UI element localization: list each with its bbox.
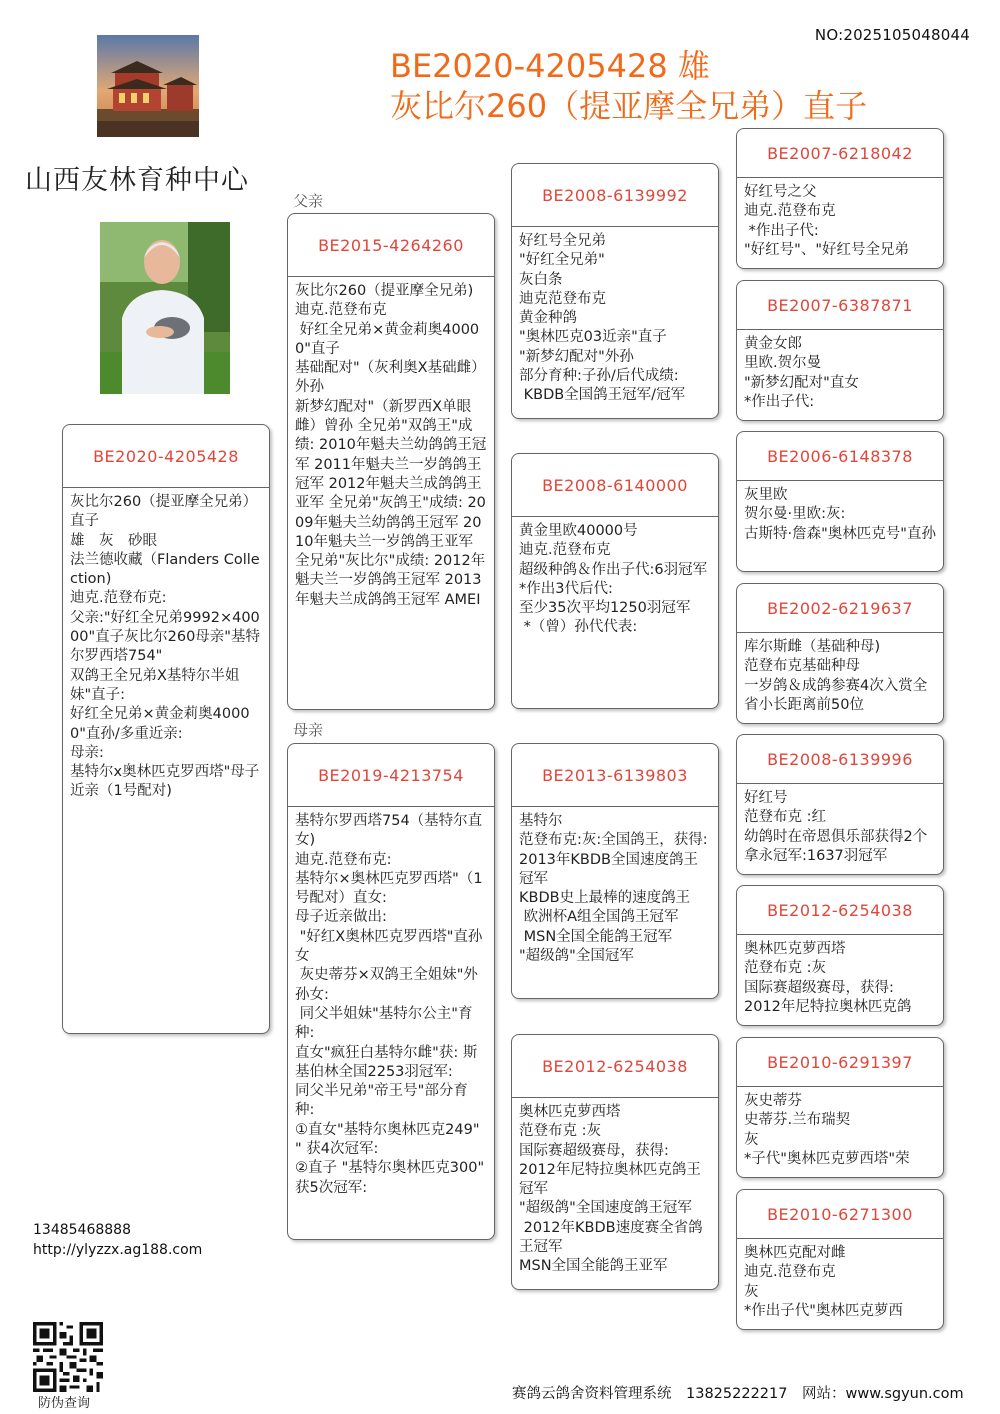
great-grandparent-ring-number: BE2012-6254038 xyxy=(737,886,943,935)
sire-sire-description: 好红号全兄弟 "好红全兄弟" 灰白条 迪克范登布克 黄金种鸽 "奥林匹克03近亲"直子 "新梦幻配对"外孙 部分育种:子孙/后代成绩: KBDB全国鸽王冠军/冠军 xyxy=(519,233,686,404)
dam-dam-ring-number: BE2012-6254038 xyxy=(512,1035,718,1098)
great-grandparent-description: 黄金女郎 里欧.贺尔曼 "新梦幻配对"直女 *作出子代: xyxy=(744,336,859,410)
great-grandparent-card xyxy=(736,885,944,1026)
title-line-1: BE2020-4205428 雄 xyxy=(390,47,710,85)
dam-sire-card xyxy=(511,743,719,999)
sire-description: 灰比尔260（提亚摩全兄弟) 迪克.范登布克 好红全兄弟×黄金莉奥40000"直子 基础配对"（灰利奥X基础雌）外孙 新梦幻配对"（新罗西X单眼雌）曾孙 全兄弟"双鸽王"成绩: 2010年魁夫兰幼鸽鸽王冠军 2011年魁夫兰一岁鸽鸽王冠军 2012年魁夫兰成鸽鸽王亚军 全兄弟"灰鸽王"成绩: 2009年魁夫兰幼鸽鸽王冠军 2010年魁夫兰一岁鸽鸽王亚军 全兄弟"灰比尔"成绩: 2012年魁夫兰一岁鸽鸽王冠军 2013年魁夫兰成鸽鸽王冠军 AMEI xyxy=(295,283,487,608)
pedigree-title xyxy=(390,46,867,126)
contact-phone: 13485468888 xyxy=(33,1222,131,1238)
great-grandparent-description: 好红号 范登布克 :红 幼鸽时在帝恩俱乐部获得2个拿永冠军:1637羽冠军 xyxy=(744,790,928,864)
sire-section-label: 父亲 xyxy=(293,192,324,210)
great-grandparent-card xyxy=(736,128,944,269)
dam-sire-description: 基特尔 范登布克:灰:全国鸽王，获得: 2013年KBDB全国速度鸽王冠军 KBDB史上最棒的速度鸽王 欧洲杯A组全国鸽王冠军 MSN全国全能鸽王冠军 "超级鸽"全国冠军 xyxy=(519,813,708,965)
sire-ring-number: BE2015-4264260 xyxy=(288,214,494,277)
breeder-photo xyxy=(100,222,230,394)
dam-sire-ring-number: BE2013-6139803 xyxy=(512,744,718,807)
dam-ring-number: BE2019-4213754 xyxy=(288,744,494,807)
great-grandparent-description: 库尔斯雌（基础种母) 范登布克基础种母 一岁鸽＆成鸽参赛4次入赏全省小长距离前50位 xyxy=(744,639,928,713)
dam-card xyxy=(287,743,495,1240)
sire-sire-ring-number: BE2008-6139992 xyxy=(512,164,718,227)
great-grandparent-description: 灰史蒂芬 史蒂芬.兰布瑞契 灰 *子代"奥林匹克萝西塔"荣 xyxy=(744,1093,910,1167)
great-grandparent-ring-number: BE2006-6148378 xyxy=(737,432,943,481)
great-grandparent-card xyxy=(736,431,944,572)
great-grandparent-card xyxy=(736,280,944,421)
title-line-2: 灰比尔260（提亚摩全兄弟）直子 xyxy=(390,87,868,125)
great-grandparent-card xyxy=(736,734,944,875)
loft-logo-image xyxy=(97,35,199,137)
dam-description: 基特尔罗西塔754（基特尔直女) 迪克.范登布克: 基特尔×奥林匹克罗西塔"（1号配对）直女: 母子近亲做出: "好红X奥林匹克罗西塔"直孙女 灰史蒂芬×双鸽王全姐妹"外孙女: 同父半姐妹"基特尔公主"育种: 直女"疯狂白基特尔雌"获: 斯基伯林全国2253羽冠军: 同父半兄弟"帝王号"部分育种: ①直女"基特尔奥林匹克249" " 获4次冠军: ②直子 "基特尔奥林匹克300" 获5次冠军: xyxy=(295,813,485,1196)
great-grandparent-card xyxy=(736,1189,944,1330)
great-grandparent-description: 灰里欧 贺尔曼·里欧:灰: 古斯特·詹森"奥林匹克号"直孙 xyxy=(744,487,936,542)
subject-description: 灰比尔260（提亚摩全兄弟）直子 雄 灰 砂眼 法兰德收藏（Flanders Collection) 迪克.范登布克: 父亲:"好红全兄弟9992×40000"直子灰比尔260母亲"基特尔罗西塔754" 双鸽王全兄弟X基特尔半姐妹"直子: 好红全兄弟×黄金莉奥40000"直孙/多重近亲: 母亲: 基特尔x奥林匹克罗西塔"母子近亲（1号配对) xyxy=(70,494,260,800)
loft-name: 山西友林育种中心 xyxy=(25,165,249,196)
contact-info xyxy=(33,1220,202,1260)
dam-section-label: 母亲 xyxy=(293,721,324,739)
great-grandparent-ring-number: BE2007-6218042 xyxy=(737,129,943,178)
sire-dam-description: 黄金里欧40000号 迪克.范登布克 超级种鸽＆作出子代:6羽冠军 *作出3代后代: 至少35次平均1250羽冠军 *（曾）孙代代表: xyxy=(519,523,708,636)
sire-dam-card xyxy=(511,453,719,709)
sire-card xyxy=(287,213,495,710)
qr-code-icon[interactable] xyxy=(33,1322,103,1392)
great-grandparent-card xyxy=(736,583,944,724)
qr-code-label: 防伪查询 xyxy=(38,1396,91,1411)
sire-sire-card xyxy=(511,163,719,419)
great-grandparent-description: 奥林匹克萝西塔 范登布克 :灰 国际赛超级赛母，获得: 2012年尼特拉奥林匹克鸽 xyxy=(744,941,912,1015)
subject-ring-number: BE2020-4205428 xyxy=(63,425,269,488)
dam-dam-card xyxy=(511,1034,719,1290)
great-grandparent-card xyxy=(736,1037,944,1178)
great-grandparent-ring-number: BE2008-6139996 xyxy=(737,735,943,784)
dam-dam-description: 奥林匹克萝西塔 范登布克 :灰 国际赛超级赛母，获得: 2012年尼特拉奥林匹克鸽王冠军 "超级鸽"全国速度鸽王冠军 2012年KBDB速度赛全省鸽王冠军 MSN全国全能鸽王亚军 xyxy=(519,1104,703,1275)
document-number: NO:2025105048044 xyxy=(814,26,970,44)
footer-system-info: 赛鸽云鸽舍资料管理系统 13825222217 网站：www.sgyun.com xyxy=(512,1386,964,1402)
great-grandparent-ring-number: BE2007-6387871 xyxy=(737,281,943,330)
great-grandparent-ring-number: BE2002-6219637 xyxy=(737,584,943,633)
subject-card xyxy=(62,424,270,1034)
great-grandparent-description: 好红号之父 迪克.范登布克 *作出子代: "好红号"、"好红号全兄弟 xyxy=(744,184,910,258)
contact-website-link[interactable]: http://ylyzzx.ag188.com xyxy=(33,1242,203,1258)
sire-dam-ring-number: BE2008-6140000 xyxy=(512,454,718,517)
great-grandparent-ring-number: BE2010-6271300 xyxy=(737,1190,943,1239)
great-grandparent-ring-number: BE2010-6291397 xyxy=(737,1038,943,1087)
great-grandparent-description: 奥林匹克配对雌 迪克.范登布克 灰 *作出子代"奥林匹克萝西 xyxy=(744,1245,903,1319)
